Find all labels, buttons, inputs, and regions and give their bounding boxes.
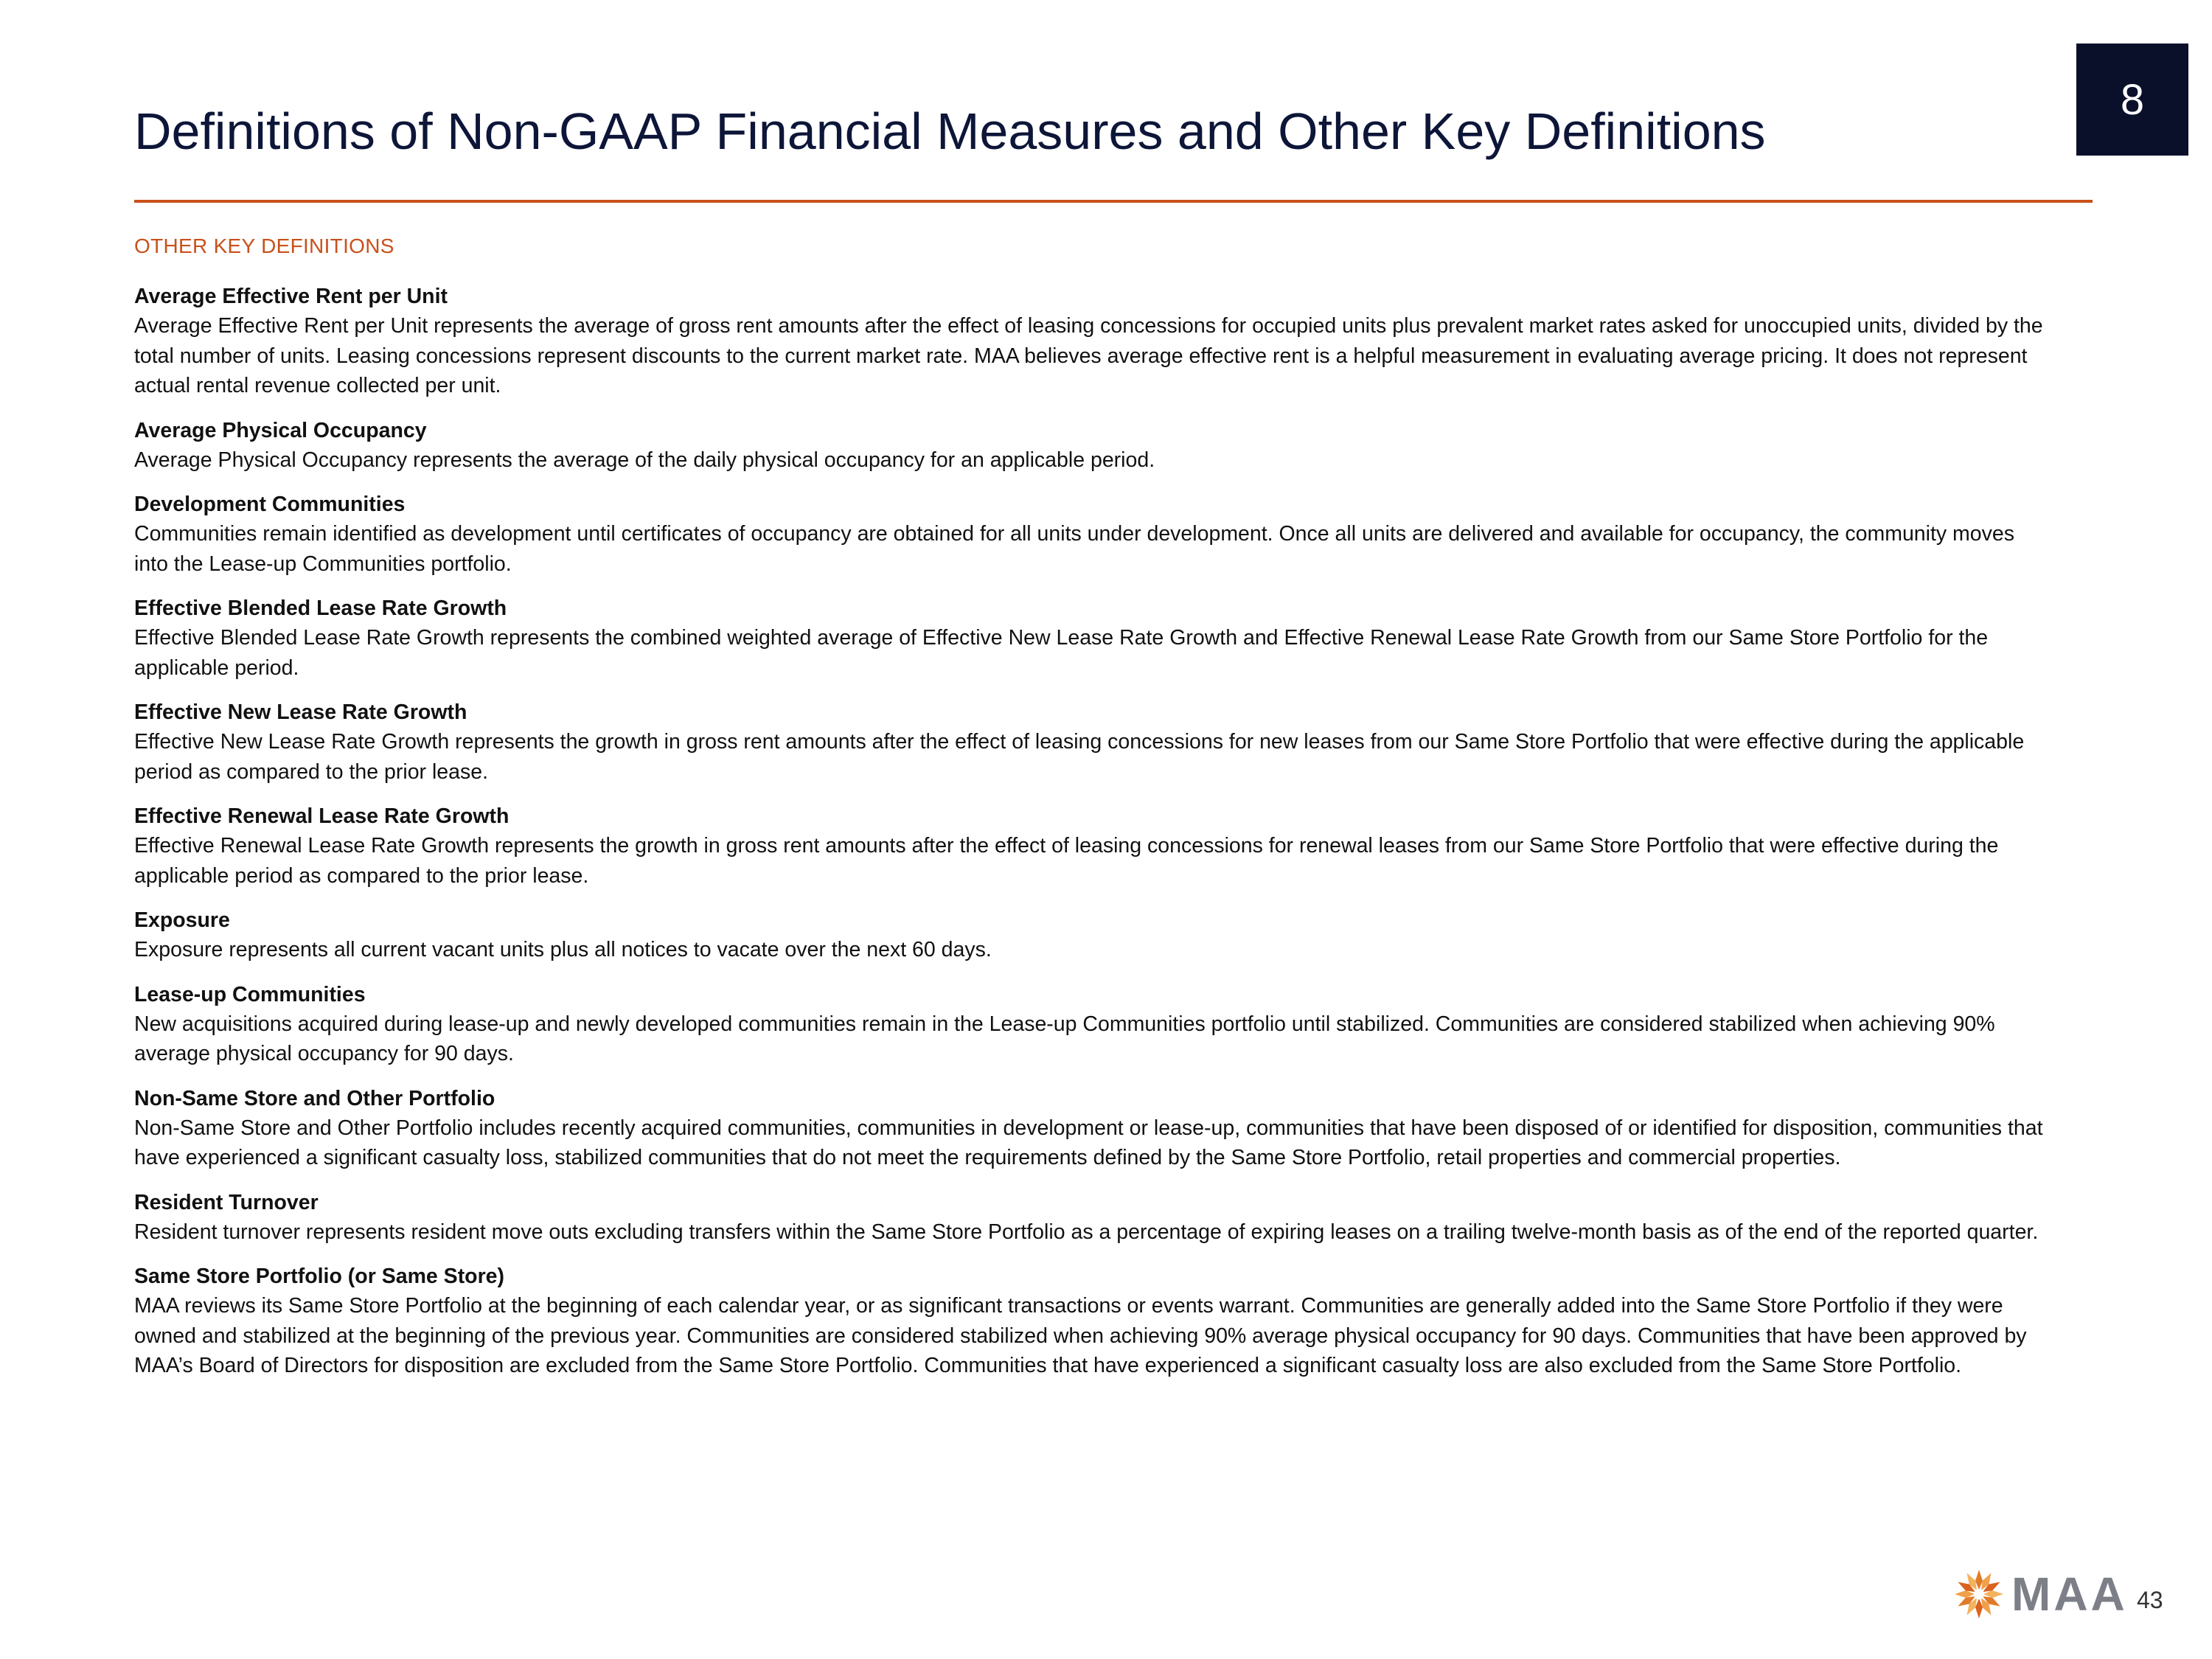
definition-item <box>134 1262 2051 1381</box>
definition-item <box>134 1084 2051 1173</box>
starburst-logo-icon <box>1952 1568 2006 1621</box>
definition-text: Exposure represents all current vacant units plus all notices to vacate over the next 60 days. <box>134 938 992 961</box>
definition-text: Effective Renewal Lease Rate Growth represents the growth in gross rent amounts after the effect of leasing concessions for renewal leases from our Same Store Portfolio that were effective during the applicable period as compared to the prior lease. <box>134 834 1999 888</box>
definition-item <box>134 594 2051 683</box>
definition-term: Lease-up Communities <box>134 982 366 1006</box>
definition-text: Effective New Lease Rate Growth represents the growth in gross rent amounts after the effect of leasing concessions for new leases from our Same Store Portfolio that were effective during the applicable period as compared to the prior lease. <box>134 730 2025 784</box>
definition-item <box>134 698 2051 787</box>
definition-text: New acquisitions acquired during lease-up and newly developed communities remain in the Lease-up Communities portfolio until stabilized. Communities are considered stabilized when achieving 90% average physical occupancy for 90 days. <box>134 1012 1995 1065</box>
definition-item <box>134 416 2051 476</box>
definitions-list <box>134 282 2051 1396</box>
logo-petal <box>1955 1590 1975 1598</box>
page-number: 43 <box>2137 1587 2163 1613</box>
logo-petal <box>1983 1590 2003 1598</box>
definition-text: MAA reviews its Same Store Portfolio at the beginning of each calendar year, or as significant transactions or events warrant. Communities are generally added into the Same Store Portfolio if they were owned and stabilized at the beginning of the previous year. Communities are considered stabilized when achieving 90% average physical occupancy for 90 days. Communities that have been approved by MAA’s Board of Directors for disposition are excluded from the Same Store Portfolio. Communities that have experienced a significant casualty loss are also excluded from the Same Store Portfolio. <box>134 1294 2027 1377</box>
definition-text: Average Effective Rent per Unit represents the average of gross rent amounts after the effect of leasing concessions for occupied units plus prevalent market rates asked for unoccupied units, divided by the total number of units. Leasing concessions represent discounts to the current market rate. MAA believes average effective rent is a helpful measurement in evaluating average pricing. It does not represent actual rental revenue collected per unit. <box>134 314 2043 397</box>
definition-term: Effective New Lease Rate Growth <box>134 700 467 724</box>
definition-term: Average Effective Rent per Unit <box>134 285 448 308</box>
title-divider <box>134 200 2093 203</box>
definition-text: Non-Same Store and Other Portfolio includes recently acquired communities, communities in development or lease-up, communities that have been disposed of or identified for disposition, communities that have experienced a significant casualty loss, stabilized communities that do not meet the requirements defined by the Same Store Portfolio, retail properties and commercial properties. <box>134 1116 2043 1169</box>
logo-petal <box>1975 1599 1983 1618</box>
definition-item <box>134 905 2051 965</box>
definition-term: Average Physical Occupancy <box>134 418 427 442</box>
maa-logo <box>1952 1568 2128 1621</box>
definition-item <box>134 980 2051 1069</box>
page-title: Definitions of Non-GAAP Financial Measures and Other Key Definitions <box>134 102 1766 160</box>
definition-term: Non-Same Store and Other Portfolio <box>134 1086 495 1110</box>
definition-term: Resident Turnover <box>134 1190 319 1214</box>
definition-term: Development Communities <box>134 493 406 516</box>
definition-text: Resident turnover represents resident move outs excluding transfers within the Same Store Portfolio as a percentage of expiring leases on a trailing twelve-month basis as of the end of the reported quarter. <box>134 1220 2039 1244</box>
definition-text: Communities remain identified as development until certificates of occupancy are obtained for all units under development. Once all units are delivered and available for occupancy, the community moves into the Lease-up Communities portfolio. <box>134 522 2014 576</box>
logo-petal <box>1975 1570 1983 1590</box>
definition-term: Effective Blended Lease Rate Growth <box>134 597 507 620</box>
definition-term: Effective Renewal Lease Rate Growth <box>134 804 509 828</box>
section-number-badge: 8 <box>2076 44 2188 156</box>
definition-term: Exposure <box>134 908 230 932</box>
section-heading: OTHER KEY DEFINITIONS <box>134 234 394 257</box>
definition-text: Effective Blended Lease Rate Growth represents the combined weighted average of Effective New Lease Rate Growth and Effective Renewal Lease Rate Growth from our Same Store Portfolio for the applicable period. <box>134 626 1989 680</box>
definition-item <box>134 490 2051 579</box>
definition-item <box>134 282 2051 401</box>
definition-text: Average Physical Occupancy represents the average of the daily physical occupancy for an applicable period. <box>134 448 1155 472</box>
logo-text: MAA <box>2011 1568 2128 1621</box>
definition-item <box>134 1188 2051 1248</box>
definition-item <box>134 801 2051 891</box>
definition-term: Same Store Portfolio (or Same Store) <box>134 1265 505 1288</box>
